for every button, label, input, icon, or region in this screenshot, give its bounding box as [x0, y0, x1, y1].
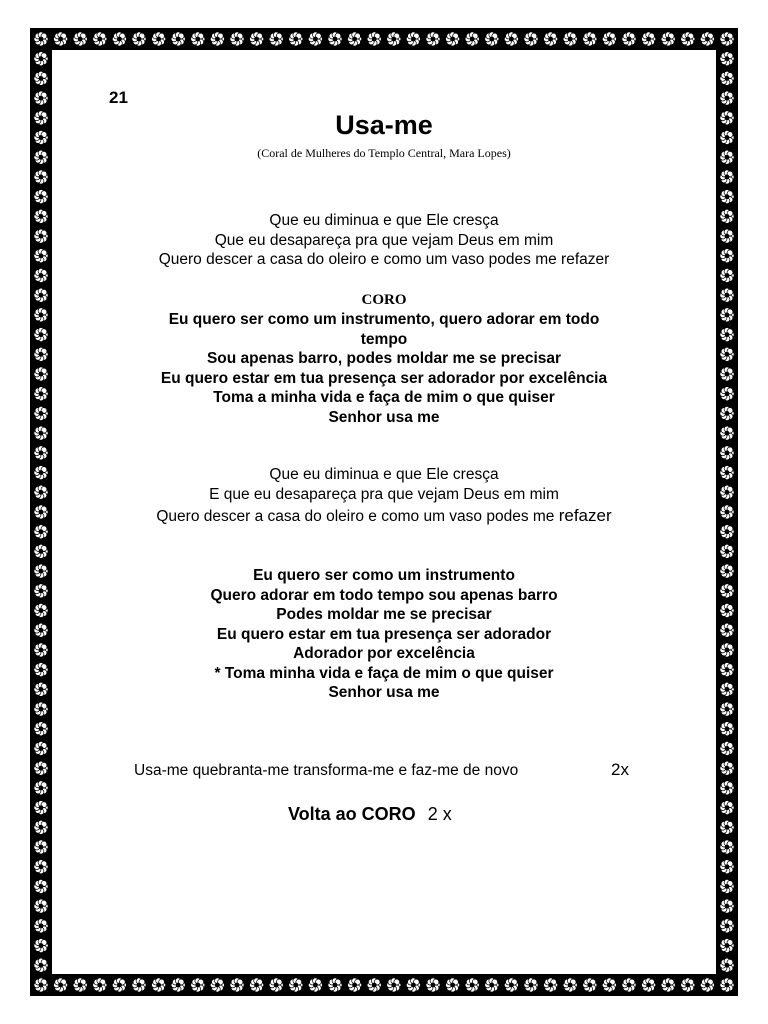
bridge-repeat: 2x	[611, 760, 629, 779]
lyric-line: Senhor usa me	[328, 408, 440, 426]
verse-2	[60, 465, 708, 529]
lyric-line: Eu quero estar em tua presença ser adorador	[216, 625, 552, 643]
lyric-line: Que eu diminua e que Ele cresça	[269, 212, 499, 229]
lyric-line: Eu quero ser como um instrumento, quero adorar em todo	[168, 311, 600, 328]
song-title: Usa-me	[335, 110, 433, 140]
chorus	[60, 290, 708, 427]
lyric-line: Quero adorar em todo tempo sou apenas barro	[210, 586, 558, 604]
verse-1	[60, 211, 708, 270]
lyric-text: refazer	[558, 506, 612, 525]
lyric-line: Sou apenas barro, podes moldar me se precisar	[206, 350, 562, 367]
lyric-line: Eu quero estar em tua presença ser adorador por excelência	[160, 369, 608, 387]
chorus-label: CORO	[361, 292, 407, 308]
lyric-line	[60, 504, 708, 529]
lyric-line: Toma a minha vida e faça de mim o que quiser	[213, 389, 555, 406]
song-credits: (Coral de Mulheres do Templo Central, Mara Lopes)	[257, 146, 511, 160]
chorus-2	[60, 566, 708, 703]
lyric-line: * Toma minha vida e faça de mim o que quiser	[214, 664, 554, 682]
lyric-line: Eu quero ser como um instrumento	[253, 567, 515, 584]
page-number: 21	[109, 88, 128, 107]
bridge-line: Usa-me quebranta-me transforma-me e faz-me de novo	[134, 762, 519, 779]
lyric-line: E que eu desapareça pra que vejam Deus em mim	[209, 485, 559, 503]
lyric-line: Quero descer a casa do oleiro e como um vaso podes me refazer	[158, 251, 610, 268]
outro-repeat: 2 x	[427, 804, 452, 824]
lyric-line: Senhor usa me	[328, 684, 440, 701]
lyric-line: Podes moldar me se precisar	[276, 606, 492, 623]
lyric-line: Adorador por excelência	[293, 645, 475, 662]
lyric-line: tempo	[360, 330, 408, 348]
outro-text: Volta ao CORO	[288, 804, 416, 824]
lyric-line: Que eu diminua e que Ele cresça	[269, 466, 499, 483]
lyric-text: Quero descer a casa do oleiro e como um vaso podes me	[156, 508, 555, 525]
lyric-line: Que eu desapareça pra que vejam Deus em mim	[214, 231, 554, 249]
outro-instruction	[288, 804, 452, 825]
